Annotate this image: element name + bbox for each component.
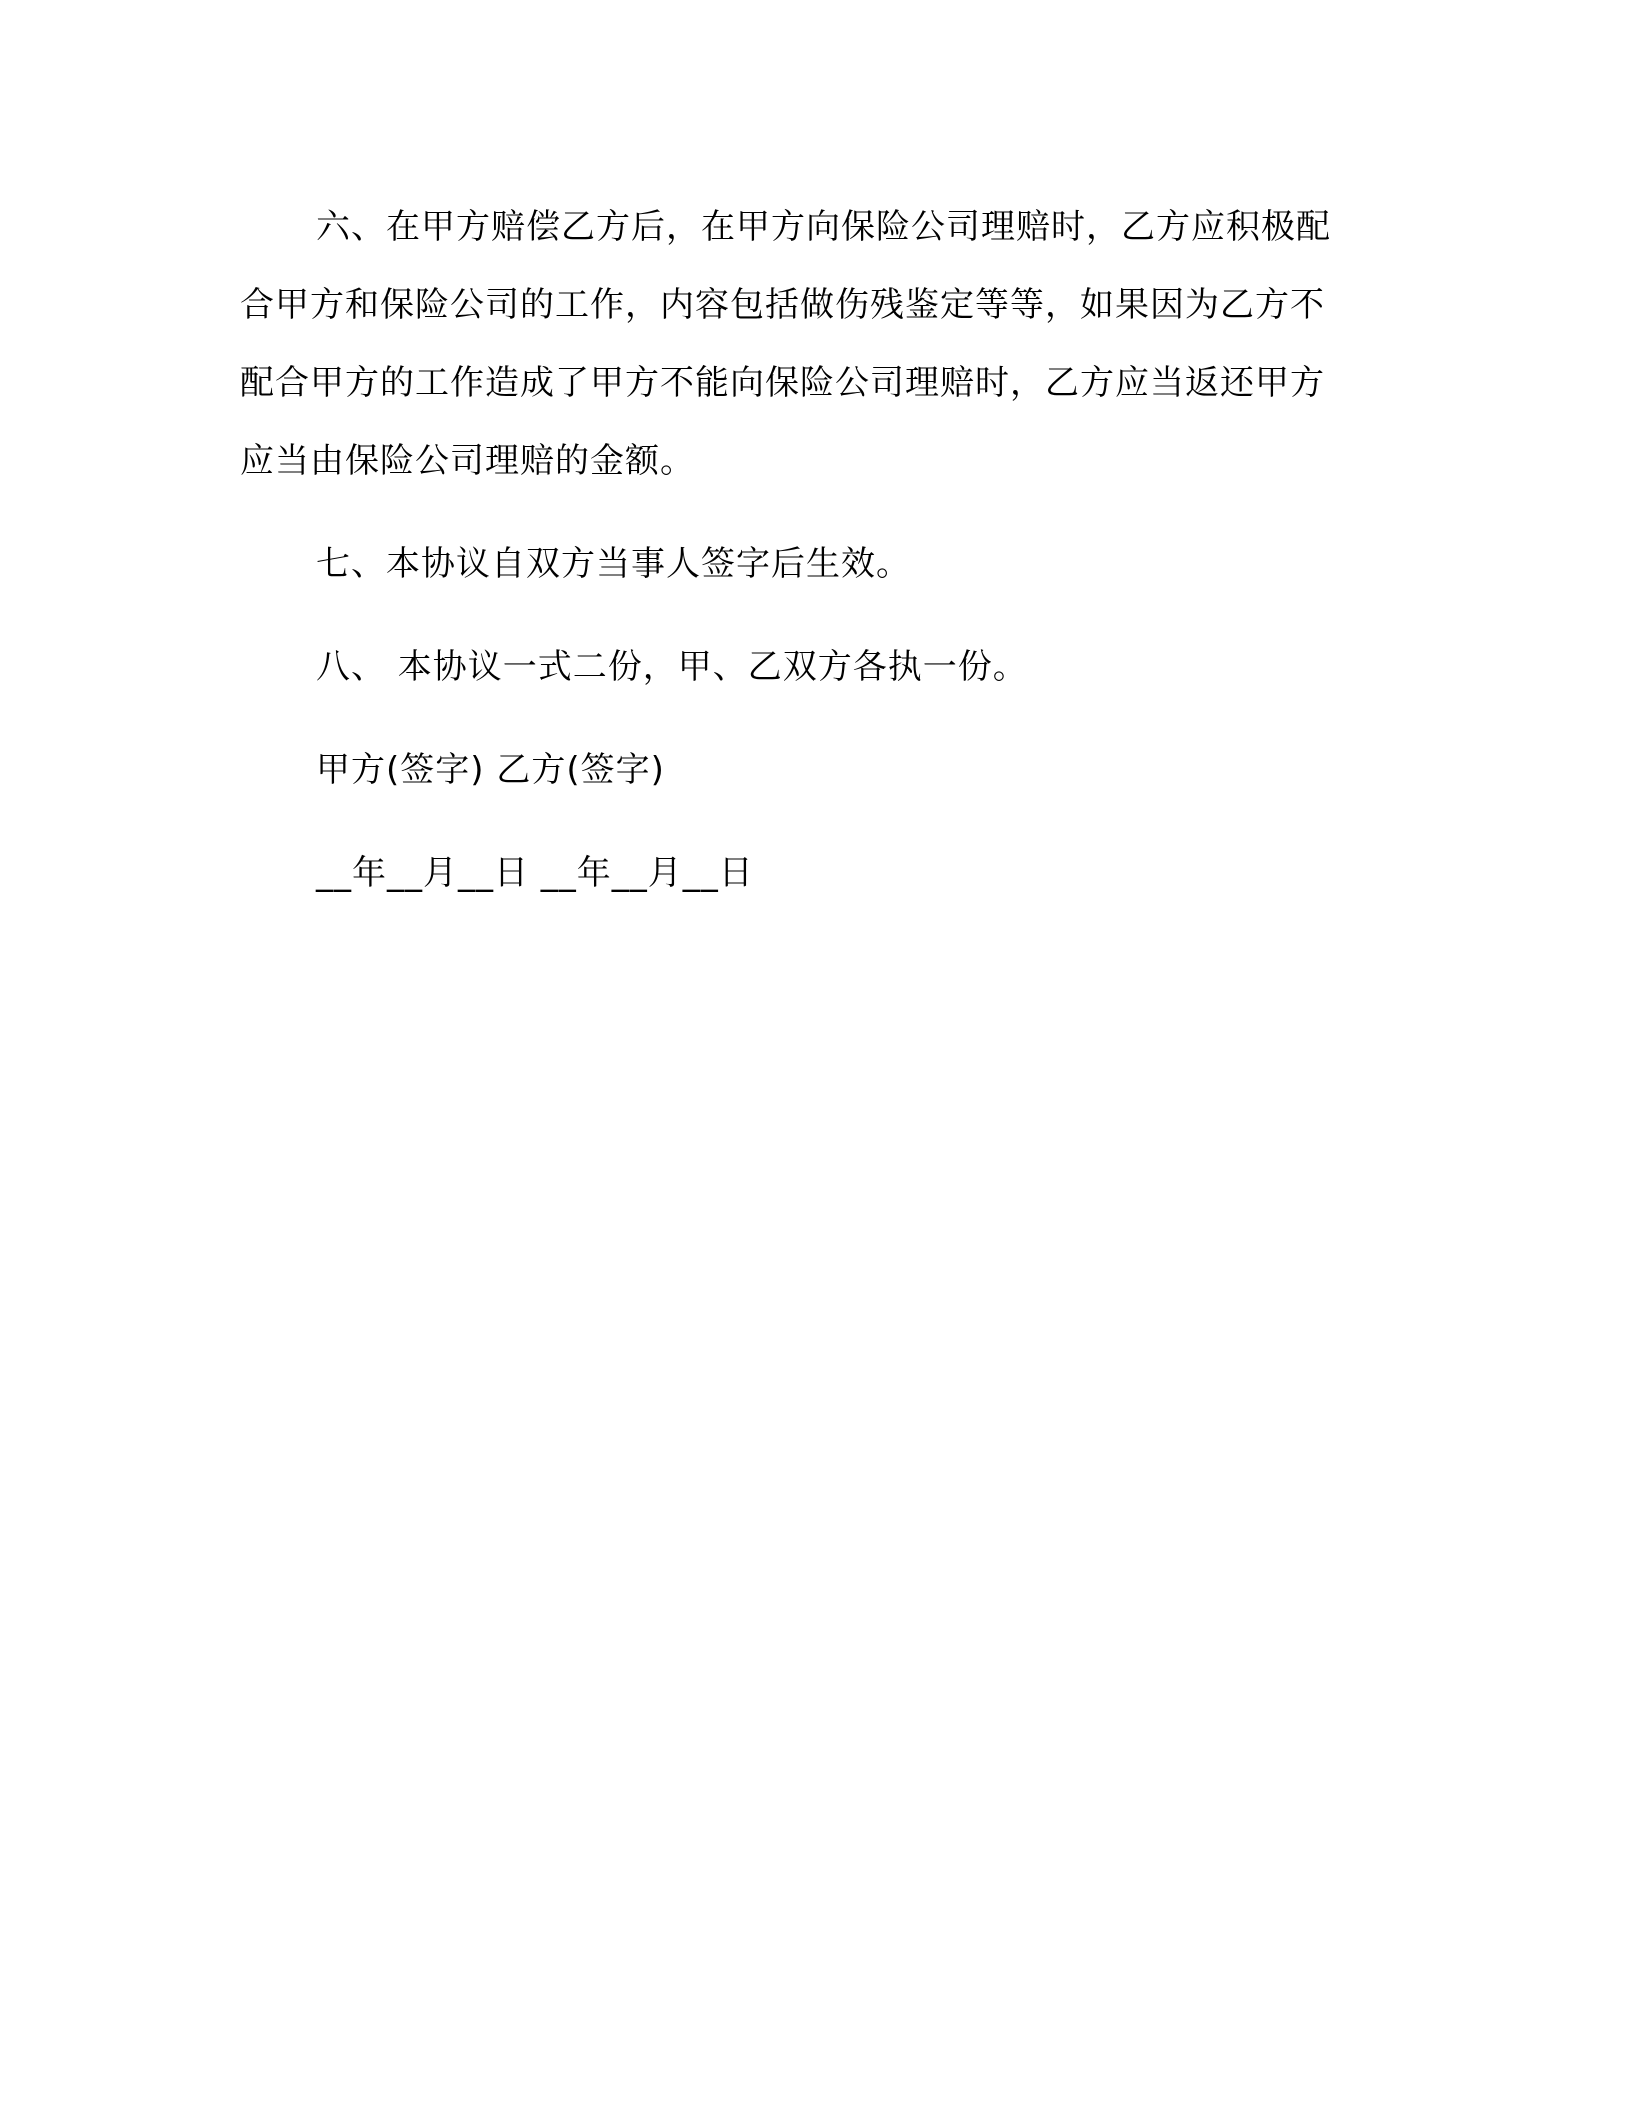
signature-line: 甲方(签字) 乙方(签字) [316,750,665,790]
document-body [240,188,1356,912]
clause-seven: 七、本协议自双方当事人签字后生效。 [316,544,911,584]
date-line: __年__月__日 __年__月__日 [316,853,754,893]
clause-six: 六、在甲方赔偿乙方后，在甲方向保险公司理赔时，乙方应积极配合甲方和保险公司的工作，内容包括做伤残鉴定等等，如果因为乙方不配合甲方的工作造成了甲方不能向保险公司理赔时，乙方应当返还甲方应当由保险公司理赔的金额。 [240,207,1331,481]
clause-eight: 八、 本协议一式二份，甲、乙双方各执一份。 [316,647,1028,687]
